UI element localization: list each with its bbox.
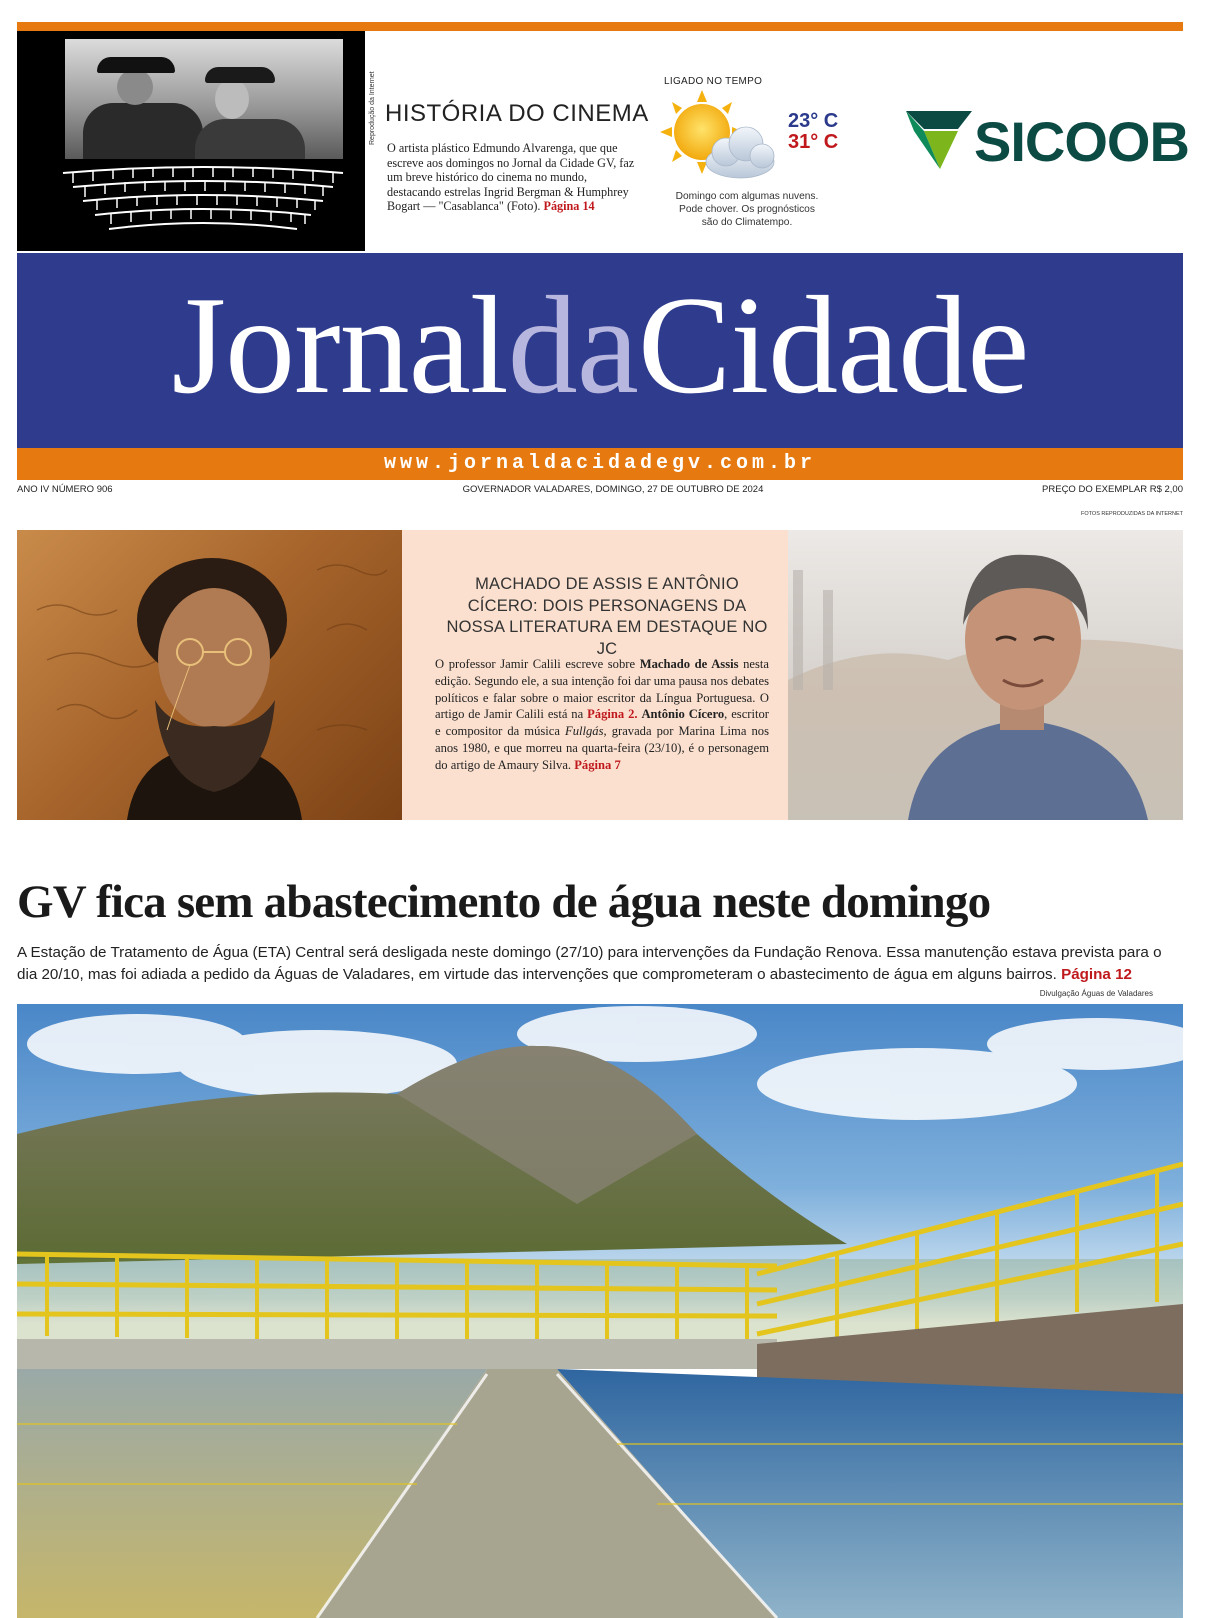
cinema-teaser-text: O artista plástico Edmundo Alvarenga, que que escreve aos domingos no Jornal da Cidade GV, faz um breve histórico do cinema no mundo, destacando estrelas Ingrid Bergman & Humphrey Bogart — "Casablanca" (Foto). Página 14	[387, 141, 635, 214]
edition-number: ANO IV NÚMERO 906	[17, 484, 113, 495]
cinema-photo[interactable]	[17, 31, 365, 251]
cinema-seats-icon	[53, 165, 353, 245]
photos-credit: FOTOS REPRODUZIDAS DA INTERNET	[1081, 511, 1183, 517]
masthead[interactable]	[17, 253, 1183, 448]
water-treatment-plant-photo[interactable]	[17, 1004, 1183, 1618]
weather-forecast-text: Domingo com algumas nuvens. Pode chover. Os prognósticos são do Climatempo.	[675, 191, 819, 228]
cinema-page-link[interactable]: Página 14	[543, 199, 595, 214]
temperature-max: 31° C	[788, 131, 839, 153]
main-photo-credit: Divulgação Águas de Valadares	[1039, 989, 1153, 998]
edition-place-date: GOVERNADOR VALADARES, DOMINGO, 27 DE OUTUBRO DE 2024	[462, 484, 764, 495]
antonio-cicero-portrait[interactable]	[788, 530, 1183, 820]
page-2-link[interactable]: Página 2.	[587, 707, 638, 722]
sicoob-mark-icon	[904, 107, 974, 177]
cinema-teaser-title[interactable]: HISTÓRIA DO CINEMA	[385, 100, 649, 127]
website-url[interactable]: www.jornaldacidadegv.com.br	[383, 452, 817, 475]
main-story-lead: A Estação de Tratamento de Água (ETA) Central será desligada neste domingo (27/10) para intervenções da Fundação Renova. Essa manutenção estava prevista para o dia 20/10, mas foi adiada a pedido da Águas de Valadares, em virtude das intervenções que comprometeram o abastecimento de água em alguns bairros. Página 12	[17, 944, 1162, 983]
feature-title[interactable]: MACHADO DE ASSIS E ANTÔNIO CÍCERO: DOIS PERSONAGENS DA NOSSA LITERATURA EM DESTAQUE NO JC	[446, 575, 768, 658]
sun-cloud-icon	[660, 88, 780, 188]
website-url-bar[interactable]	[17, 448, 1183, 480]
cinema-photo-credit: Reprodução da Internet	[369, 71, 376, 145]
sicoob-logo[interactable]	[904, 105, 1189, 175]
page-12-link[interactable]: Página 12	[1061, 966, 1132, 983]
temperature-min: 23° C	[788, 110, 839, 132]
weather-label: LIGADO NO TEMPO	[664, 76, 763, 87]
casablanca-still	[65, 39, 343, 159]
newspaper-title: JornaldaCidade	[171, 268, 1029, 423]
feature-text: O professor Jamir Calili escreve sobre Machado de Assis nesta edição. Segundo ele, a sua intenção foi dar uma pausa nos debates políticos e falar sobre o maior escritor da Língua Portuguesa. O artigo de Jamir Calili está na Página 2. Antônio Cícero, escritor e compositor da música Fullgás, gravada por Marina Lima nos anos 1980, e que morreu na quarta-feira (23/10), é o personagem do artigo de Amaury Silva. Página 7	[435, 657, 769, 772]
page-7-link[interactable]: Página 7	[574, 757, 621, 772]
machado-de-assis-portrait[interactable]	[17, 530, 402, 820]
sicoob-wordmark: SICOOB	[974, 110, 1189, 173]
literature-feature	[17, 530, 1183, 820]
top-accent-bar	[17, 22, 1183, 31]
edition-price: PREÇO DO EXEMPLAR R$ 2,00	[1042, 484, 1183, 495]
main-headline[interactable]: GV fica sem abastecimento de água neste domingo	[17, 876, 991, 928]
